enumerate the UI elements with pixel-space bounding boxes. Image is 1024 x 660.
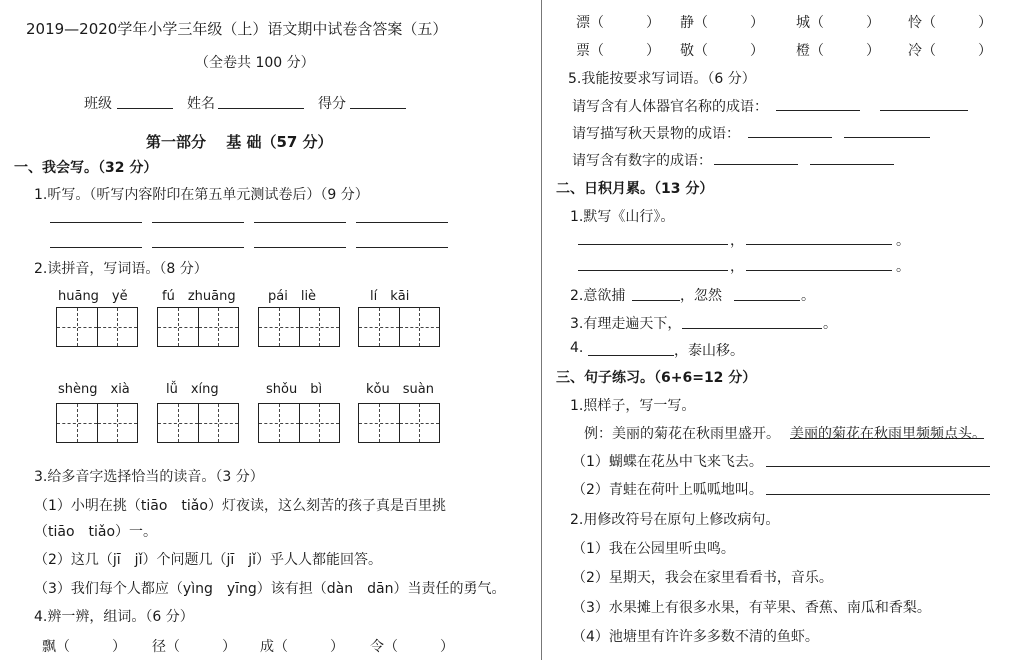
class-field[interactable]	[117, 108, 173, 109]
question-text: （2）这几（jī jǐ）个问题几（jī jǐ）乎人人都能回答。	[34, 552, 383, 568]
punctuation: ，	[730, 233, 744, 249]
question-text: 请写含有人体器官名称的成语：	[572, 99, 768, 115]
writing-grid[interactable]	[358, 307, 440, 347]
question-text: 1.照样子，写一写。	[570, 398, 696, 414]
question-text: 请写描写秋天景物的成语：	[572, 126, 740, 142]
score-label: 得分	[318, 96, 346, 112]
answer-line[interactable]	[776, 110, 860, 111]
answer-line[interactable]	[356, 222, 448, 223]
pinyin-label: shǒu bì	[266, 382, 323, 397]
punctuation: ，	[730, 259, 744, 275]
answer-line[interactable]	[766, 466, 990, 467]
punctuation: 。	[896, 259, 910, 275]
answer-line[interactable]	[578, 270, 728, 271]
pinyin-label: lǚ xíng	[166, 382, 219, 397]
answer-line[interactable]	[880, 110, 968, 111]
punctuation: 。	[896, 233, 910, 249]
answer-line[interactable]	[810, 164, 894, 165]
question-text: 3.有理走遍天下，	[570, 316, 682, 332]
exam-title: 2019—2020学年小学三年级（上）语文期中试卷含答案（五）	[26, 20, 448, 38]
part-title: 第一部分 基 础（57 分）	[146, 133, 333, 151]
pinyin-label: shèng xià	[58, 382, 130, 397]
answer-line[interactable]	[682, 328, 822, 329]
question-text: （tiāo tiǎo）一。	[34, 524, 158, 540]
answer-line[interactable]	[746, 270, 892, 271]
right-page	[548, 0, 1024, 660]
section-heading: 三、句子练习。（6+6=12 分）	[556, 370, 757, 386]
answer-line[interactable]	[50, 222, 142, 223]
question-text: （1）蝴蝶在花丛中飞来飞去。	[572, 454, 763, 470]
pinyin-label: kǒu suàn	[366, 382, 434, 397]
pinyin-label: fú zhuāng	[162, 289, 236, 304]
question-text: （2）星期天，我会在家里看看书，音乐。	[572, 570, 833, 586]
pinyin-label: lí kāi	[370, 289, 410, 304]
word-item: 成（ ）	[260, 639, 344, 655]
question-text: 2.读拼音，写词语。（8 分）	[34, 261, 208, 277]
column-divider	[541, 0, 542, 660]
writing-grid[interactable]	[157, 307, 239, 347]
word-item: 飘（ ）	[42, 639, 126, 655]
question-text: （4）池塘里有许许多多数不清的鱼虾。	[572, 629, 819, 645]
answer-line[interactable]	[746, 244, 892, 245]
writing-grid[interactable]	[258, 403, 340, 443]
question-text: ，泰山移。	[674, 343, 744, 359]
question-text: 请写含有数字的成语：	[572, 153, 712, 169]
word-item: 静（ ）	[680, 15, 764, 31]
word-item: 漂（ ）	[576, 15, 660, 31]
word-item: 径（ ）	[152, 639, 236, 655]
word-item: 令（ ）	[370, 639, 454, 655]
class-label: 班级	[84, 96, 112, 112]
answer-line[interactable]	[152, 222, 244, 223]
punctuation: 。	[823, 316, 837, 332]
answer-line[interactable]	[844, 137, 930, 138]
answer-line[interactable]	[588, 355, 674, 356]
question-text: 2.意欲捕	[570, 288, 626, 304]
score-field[interactable]	[350, 108, 406, 109]
question-text: 4.辨一辨，组词。（6 分）	[34, 609, 194, 625]
punctuation: 。	[801, 288, 815, 304]
question-text: 2.用修改符号在原句上修改病句。	[570, 512, 780, 528]
answer-line[interactable]	[748, 137, 832, 138]
section-heading: 一、我会写。（32 分）	[14, 160, 158, 176]
question-text: 1.听写。（听写内容附印在第五单元测试卷后）（9 分）	[34, 187, 369, 203]
answer-line[interactable]	[152, 247, 244, 248]
writing-grid[interactable]	[258, 307, 340, 347]
question-text: 4.	[570, 340, 584, 356]
example-sentence: 例：美丽的菊花在秋雨里盛开。	[584, 426, 780, 442]
writing-grid[interactable]	[56, 403, 138, 443]
example-underline	[790, 438, 984, 439]
question-text: 5.我能按要求写词语。（6 分）	[568, 71, 756, 87]
section-heading: 二、日积月累。（13 分）	[556, 181, 714, 197]
question-text: （1）小明在挑（tiāo tiǎo）灯夜读，这么刻苦的孩子真是百里挑	[34, 498, 446, 514]
name-field[interactable]	[218, 108, 304, 109]
writing-grid[interactable]	[56, 307, 138, 347]
answer-line[interactable]	[766, 494, 990, 495]
answer-line[interactable]	[632, 300, 680, 301]
question-text: 1.默写《山行》。	[570, 209, 675, 225]
word-item: 敬（ ）	[680, 43, 764, 59]
pinyin-label: huāng yě	[58, 289, 128, 304]
answer-line[interactable]	[578, 244, 728, 245]
answer-line[interactable]	[254, 222, 346, 223]
word-item: 橙（ ）	[796, 43, 880, 59]
total-score: （全卷共 100 分）	[195, 55, 315, 71]
word-item: 怜（ ）	[908, 15, 992, 31]
writing-grid[interactable]	[358, 403, 440, 443]
example-answer: 美丽的菊花在秋雨里频频点头。	[790, 426, 986, 442]
name-label: 姓名	[187, 96, 215, 112]
word-item: 冷（ ）	[908, 43, 992, 59]
answer-line[interactable]	[734, 300, 800, 301]
question-text: （2）青蛙在荷叶上呱呱地叫。	[572, 482, 763, 498]
question-text: （3）水果摊上有很多水果，有苹果、香蕉、南瓜和香梨。	[572, 600, 931, 616]
word-item: 票（ ）	[576, 43, 660, 59]
pinyin-label: pái liè	[268, 289, 317, 304]
question-text: ，忽然	[680, 288, 722, 304]
word-item: 城（ ）	[796, 15, 880, 31]
answer-line[interactable]	[254, 247, 346, 248]
writing-grid[interactable]	[157, 403, 239, 443]
answer-line[interactable]	[356, 247, 448, 248]
question-text: 3.给多音字选择恰当的读音。（3 分）	[34, 469, 264, 485]
question-text: （3）我们每个人都应（yìng yīng）该有担（dàn dān）当责任的勇气。	[34, 581, 506, 597]
answer-line[interactable]	[714, 164, 798, 165]
answer-line[interactable]	[50, 247, 142, 248]
question-text: （1）我在公园里听虫鸣。	[572, 541, 735, 557]
